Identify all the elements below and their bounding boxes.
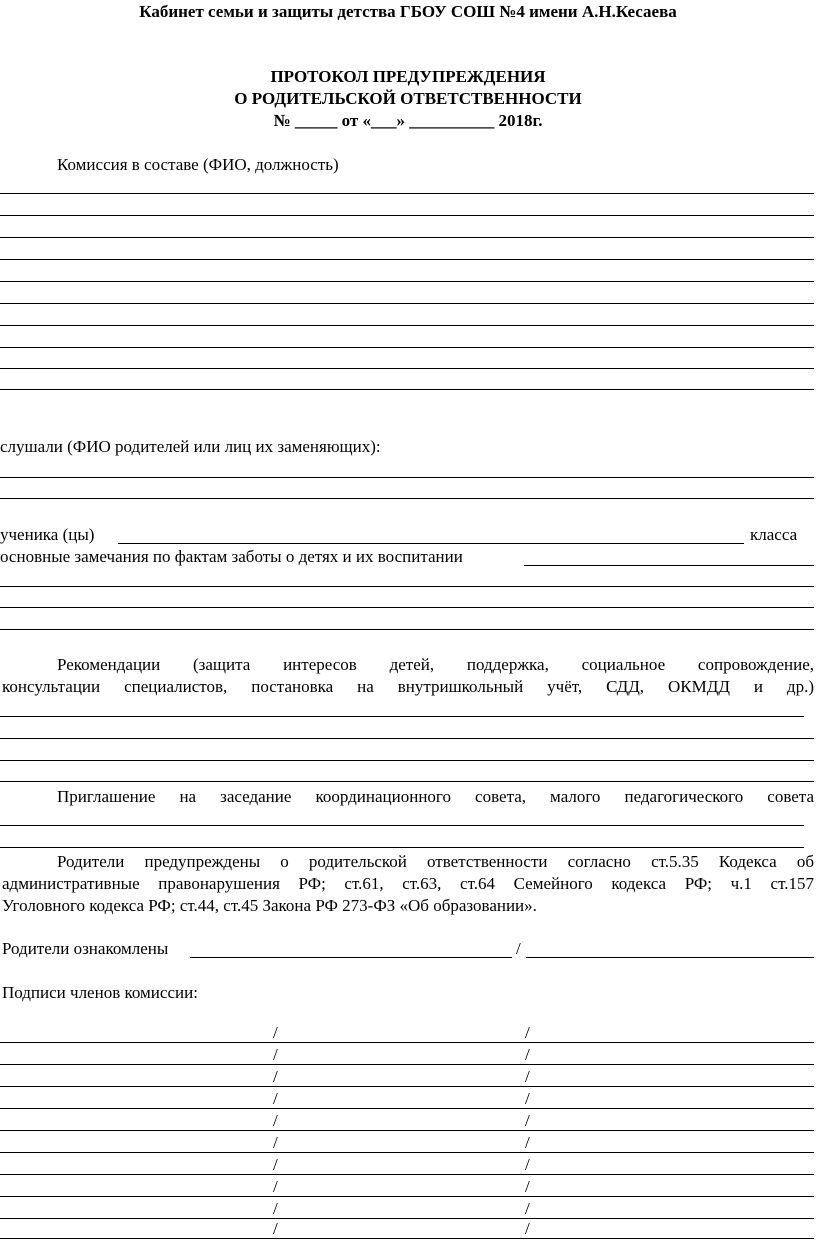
signature-line[interactable] xyxy=(0,1174,814,1175)
signatures-label: Подписи членов комиссии: xyxy=(2,983,198,1002)
signature-separator: / xyxy=(273,1067,278,1086)
recommendations-line-2: консультации специалистов, постановка на внутришкольный учёт, СДД, ОКМДД и др.) xyxy=(2,677,814,696)
recommendations-line[interactable] xyxy=(0,716,804,717)
signature-separator: / xyxy=(273,1133,278,1152)
commission-line[interactable] xyxy=(0,325,814,326)
commission-line[interactable] xyxy=(0,368,814,369)
signature-separator: / xyxy=(273,1199,278,1218)
signature-separator: / xyxy=(525,1023,530,1042)
class-label: класса xyxy=(750,525,798,544)
commission-line[interactable] xyxy=(0,193,814,194)
remarks-line[interactable] xyxy=(0,629,814,630)
warning-line-2: административные правонарушения РФ; ст.61, ст.63, ст.64 Семейного кодекса РФ; ч.1 ст.157 xyxy=(2,874,814,893)
signature-separator: / xyxy=(525,1219,530,1238)
signature-line[interactable] xyxy=(0,1238,814,1239)
commission-line[interactable] xyxy=(0,237,814,238)
recommendations-line[interactable] xyxy=(0,760,814,761)
parents-ack-separator: / xyxy=(516,939,521,958)
invitation-line[interactable] xyxy=(0,847,804,848)
heard-line[interactable] xyxy=(0,498,814,499)
remarks-line[interactable] xyxy=(0,586,814,587)
signature-separator: / xyxy=(273,1219,278,1238)
commission-line[interactable] xyxy=(0,389,814,390)
signature-separator: / xyxy=(525,1177,530,1196)
remarks-label: основные замечания по фактам заботы о детях и их воспитании xyxy=(0,547,463,566)
page-header: Кабинет семьи и защиты детства ГБОУ СОШ №4 имени А.Н.Кесаева xyxy=(139,2,677,21)
signature-separator: / xyxy=(273,1111,278,1130)
heard-label: слушали (ФИО родителей или лиц их заменяющих): xyxy=(0,437,381,456)
commission-line[interactable] xyxy=(0,347,814,348)
heard-line[interactable] xyxy=(0,477,814,478)
parent-signature-field[interactable] xyxy=(526,957,814,958)
signature-line[interactable] xyxy=(0,1196,814,1197)
signature-line[interactable] xyxy=(0,1152,814,1153)
title-line-2: О РОДИТЕЛЬСКОЙ ОТВЕТСТВЕННОСТИ xyxy=(234,89,582,108)
title-line-1: ПРОТОКОЛ ПРЕДУПРЕЖДЕНИЯ xyxy=(270,67,546,86)
title-line-3: № _____ от «___» __________ 2018г. xyxy=(273,111,543,130)
signature-separator: / xyxy=(273,1089,278,1108)
recommendations-line[interactable] xyxy=(0,781,814,782)
student-name-field[interactable] xyxy=(118,543,744,544)
signature-separator: / xyxy=(525,1089,530,1108)
signature-separator: / xyxy=(525,1133,530,1152)
signature-separator: / xyxy=(525,1199,530,1218)
signature-line[interactable] xyxy=(0,1130,814,1131)
signature-separator: / xyxy=(273,1023,278,1042)
invitation-label: Приглашение на заседание координационного совета, малого педагогического совета xyxy=(57,787,814,806)
commission-line[interactable] xyxy=(0,259,814,260)
signature-line[interactable] xyxy=(0,1218,814,1219)
commission-line[interactable] xyxy=(0,303,814,304)
warning-line-1: Родители предупреждены о родительской ответственности согласно ст.5.35 Кодекса об xyxy=(57,852,814,871)
commission-line[interactable] xyxy=(0,215,814,216)
signature-separator: / xyxy=(525,1045,530,1064)
signature-separator: / xyxy=(525,1155,530,1174)
signature-separator: / xyxy=(273,1155,278,1174)
commission-line[interactable] xyxy=(0,281,814,282)
signature-line[interactable] xyxy=(0,1064,814,1065)
recommendations-line[interactable] xyxy=(0,738,814,739)
remarks-inline-field[interactable] xyxy=(524,565,814,566)
signature-line[interactable] xyxy=(0,1108,814,1109)
signature-separator: / xyxy=(525,1111,530,1130)
signature-line[interactable] xyxy=(0,1042,814,1043)
signature-line[interactable] xyxy=(0,1086,814,1087)
commission-label: Комиссия в составе (ФИО, должность) xyxy=(57,155,339,174)
signature-separator: / xyxy=(273,1045,278,1064)
signature-separator: / xyxy=(525,1067,530,1086)
remarks-line[interactable] xyxy=(0,607,814,608)
recommendations-line-1: Рекомендации (защита интересов детей, поддержка, социальное сопровождение, xyxy=(57,655,814,674)
parent-name-field[interactable] xyxy=(190,957,512,958)
parents-ack-label: Родители ознакомлены xyxy=(2,939,169,958)
warning-line-3: Уголовного кодекса РФ; ст.44, ст.45 Закона РФ 273-ФЗ «Об образовании». xyxy=(2,896,537,915)
student-label: ученика (цы) xyxy=(0,525,95,544)
signature-separator: / xyxy=(273,1177,278,1196)
invitation-line[interactable] xyxy=(0,825,804,826)
